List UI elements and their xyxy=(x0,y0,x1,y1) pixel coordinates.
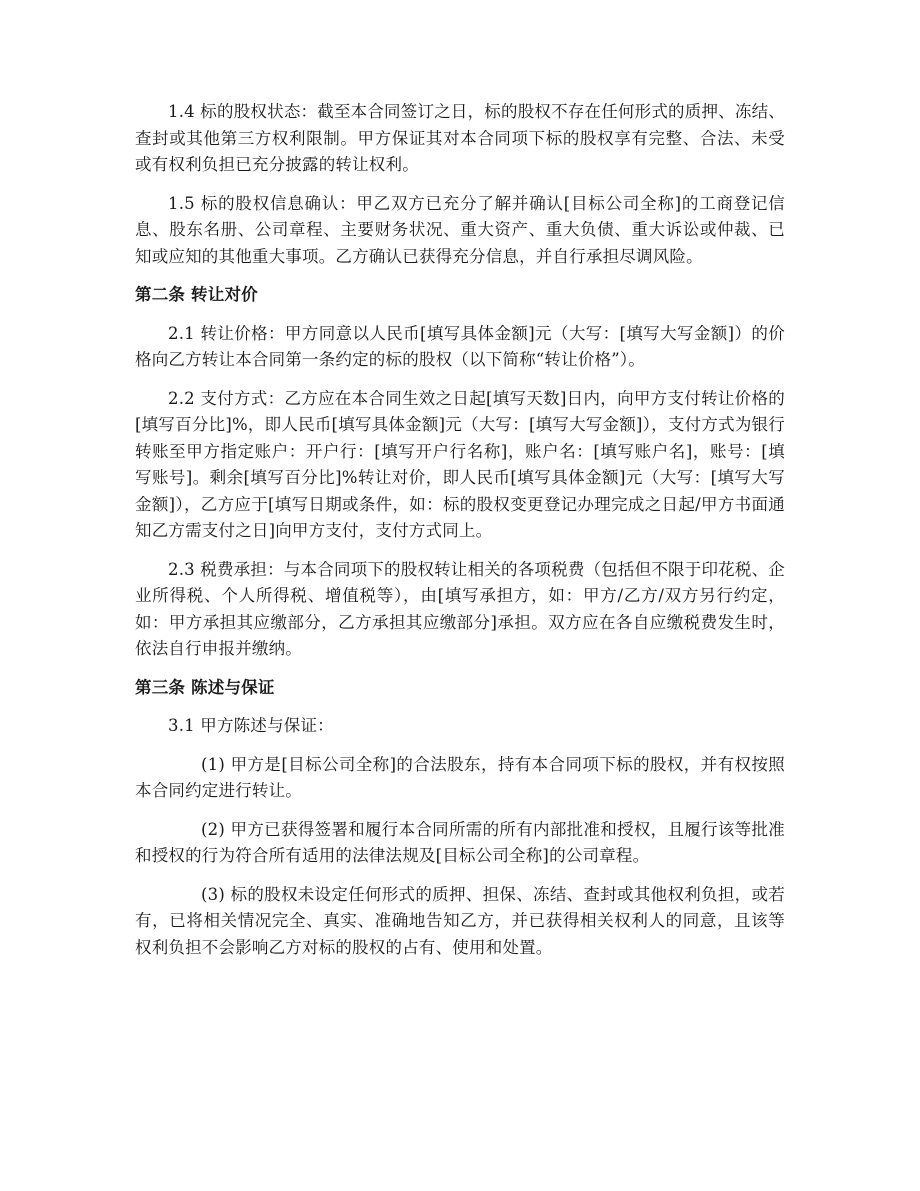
clause-2-1: 2.1 转让价格：甲方同意以人民币[填写具体金额]元（大写：[填写大写金额]）的价格向乙方转让本合同第一条约定的标的股权（以下简称“转让价格”）。 xyxy=(135,323,785,369)
article-2-heading: 第二条 转让对价 xyxy=(135,285,258,304)
contract-page xyxy=(135,99,785,973)
clause-3-1-item-1: (1) 甲方是[目标公司全称]的合法股东，持有本合同项下标的股权，并有权按照本合同约定进行转让。 xyxy=(135,754,785,800)
article-3-heading: 第三条 陈述与保证 xyxy=(135,677,275,697)
clause-3-1-item-2: (2) 甲方已获得签署和履行本合同所需的所有内部批准和授权，且履行该等批准和授权的行为符合所有适用的法律法规及[目标公司全称]的公司章程。 xyxy=(135,819,785,865)
clause-2-3: 2.3 税费承担：与本合同项下的股权转让相关的各项税费（包括但不限于印花税、企业所得税、个人所得税、增值税等），由[填写承担方，如：甲方/乙方/双方另行约定，如：甲方承担其应缴部分，乙方承担其应缴部分]承担。双方应在各自应缴税费发生时，依法自行申报并缴纳。 xyxy=(135,559,785,658)
clause-1-4: 1.4 标的股权状态：截至本合同签订之日，标的股权不存在任何形式的质押、冻结、查封或其他第三方权利限制。甲方保证其对本合同项下标的股权享有完整、合法、未受或有权利负担已充分披露的转让权利。 xyxy=(135,102,785,174)
clause-3-1-item-3: (3) 标的股权未设定任何形式的质押、担保、冻结、查封或其他权利负担，或若有，已将相关情况完全、真实、准确地告知乙方，并已获得相关权利人的同意，且该等权利负担不会影响乙方对标的股权的占有、使用和处置。 xyxy=(135,884,785,957)
clause-3-1: 3.1 甲方陈述与保证： xyxy=(168,716,334,735)
clause-1-5: 1.5 标的股权信息确认：甲乙双方已充分了解并确认[目标公司全称]的工商登记信息、股东名册、公司章程、主要财务状况、重大资产、重大负债、重大诉讼或仲裁、已知或应知的其他重大事项。乙方确认已获得充分信息，并自行承担尽调风险。 xyxy=(135,193,785,266)
clause-2-2: 2.2 支付方式：乙方应在本合同生效之日起[填写天数]日内，向甲方支付转让价格的[填写百分比]%，即人民币[填写具体金额]元（大写：[填写大写金额]），支付方式为银行转账至甲方指定账户：开户行：[填写开户行名称]，账户名：[填写账户名]，账号：[填写账号]。剩余[填写百分比]%转让对价，即人民币[填写具体金额]元（大写：[填写大写金额]），乙方应于[填写日期或条件，如：标的股权变更登记办理完成之日起/甲方书面通知乙方需支付之日]向甲方支付，支付方式同上。 xyxy=(135,388,785,540)
